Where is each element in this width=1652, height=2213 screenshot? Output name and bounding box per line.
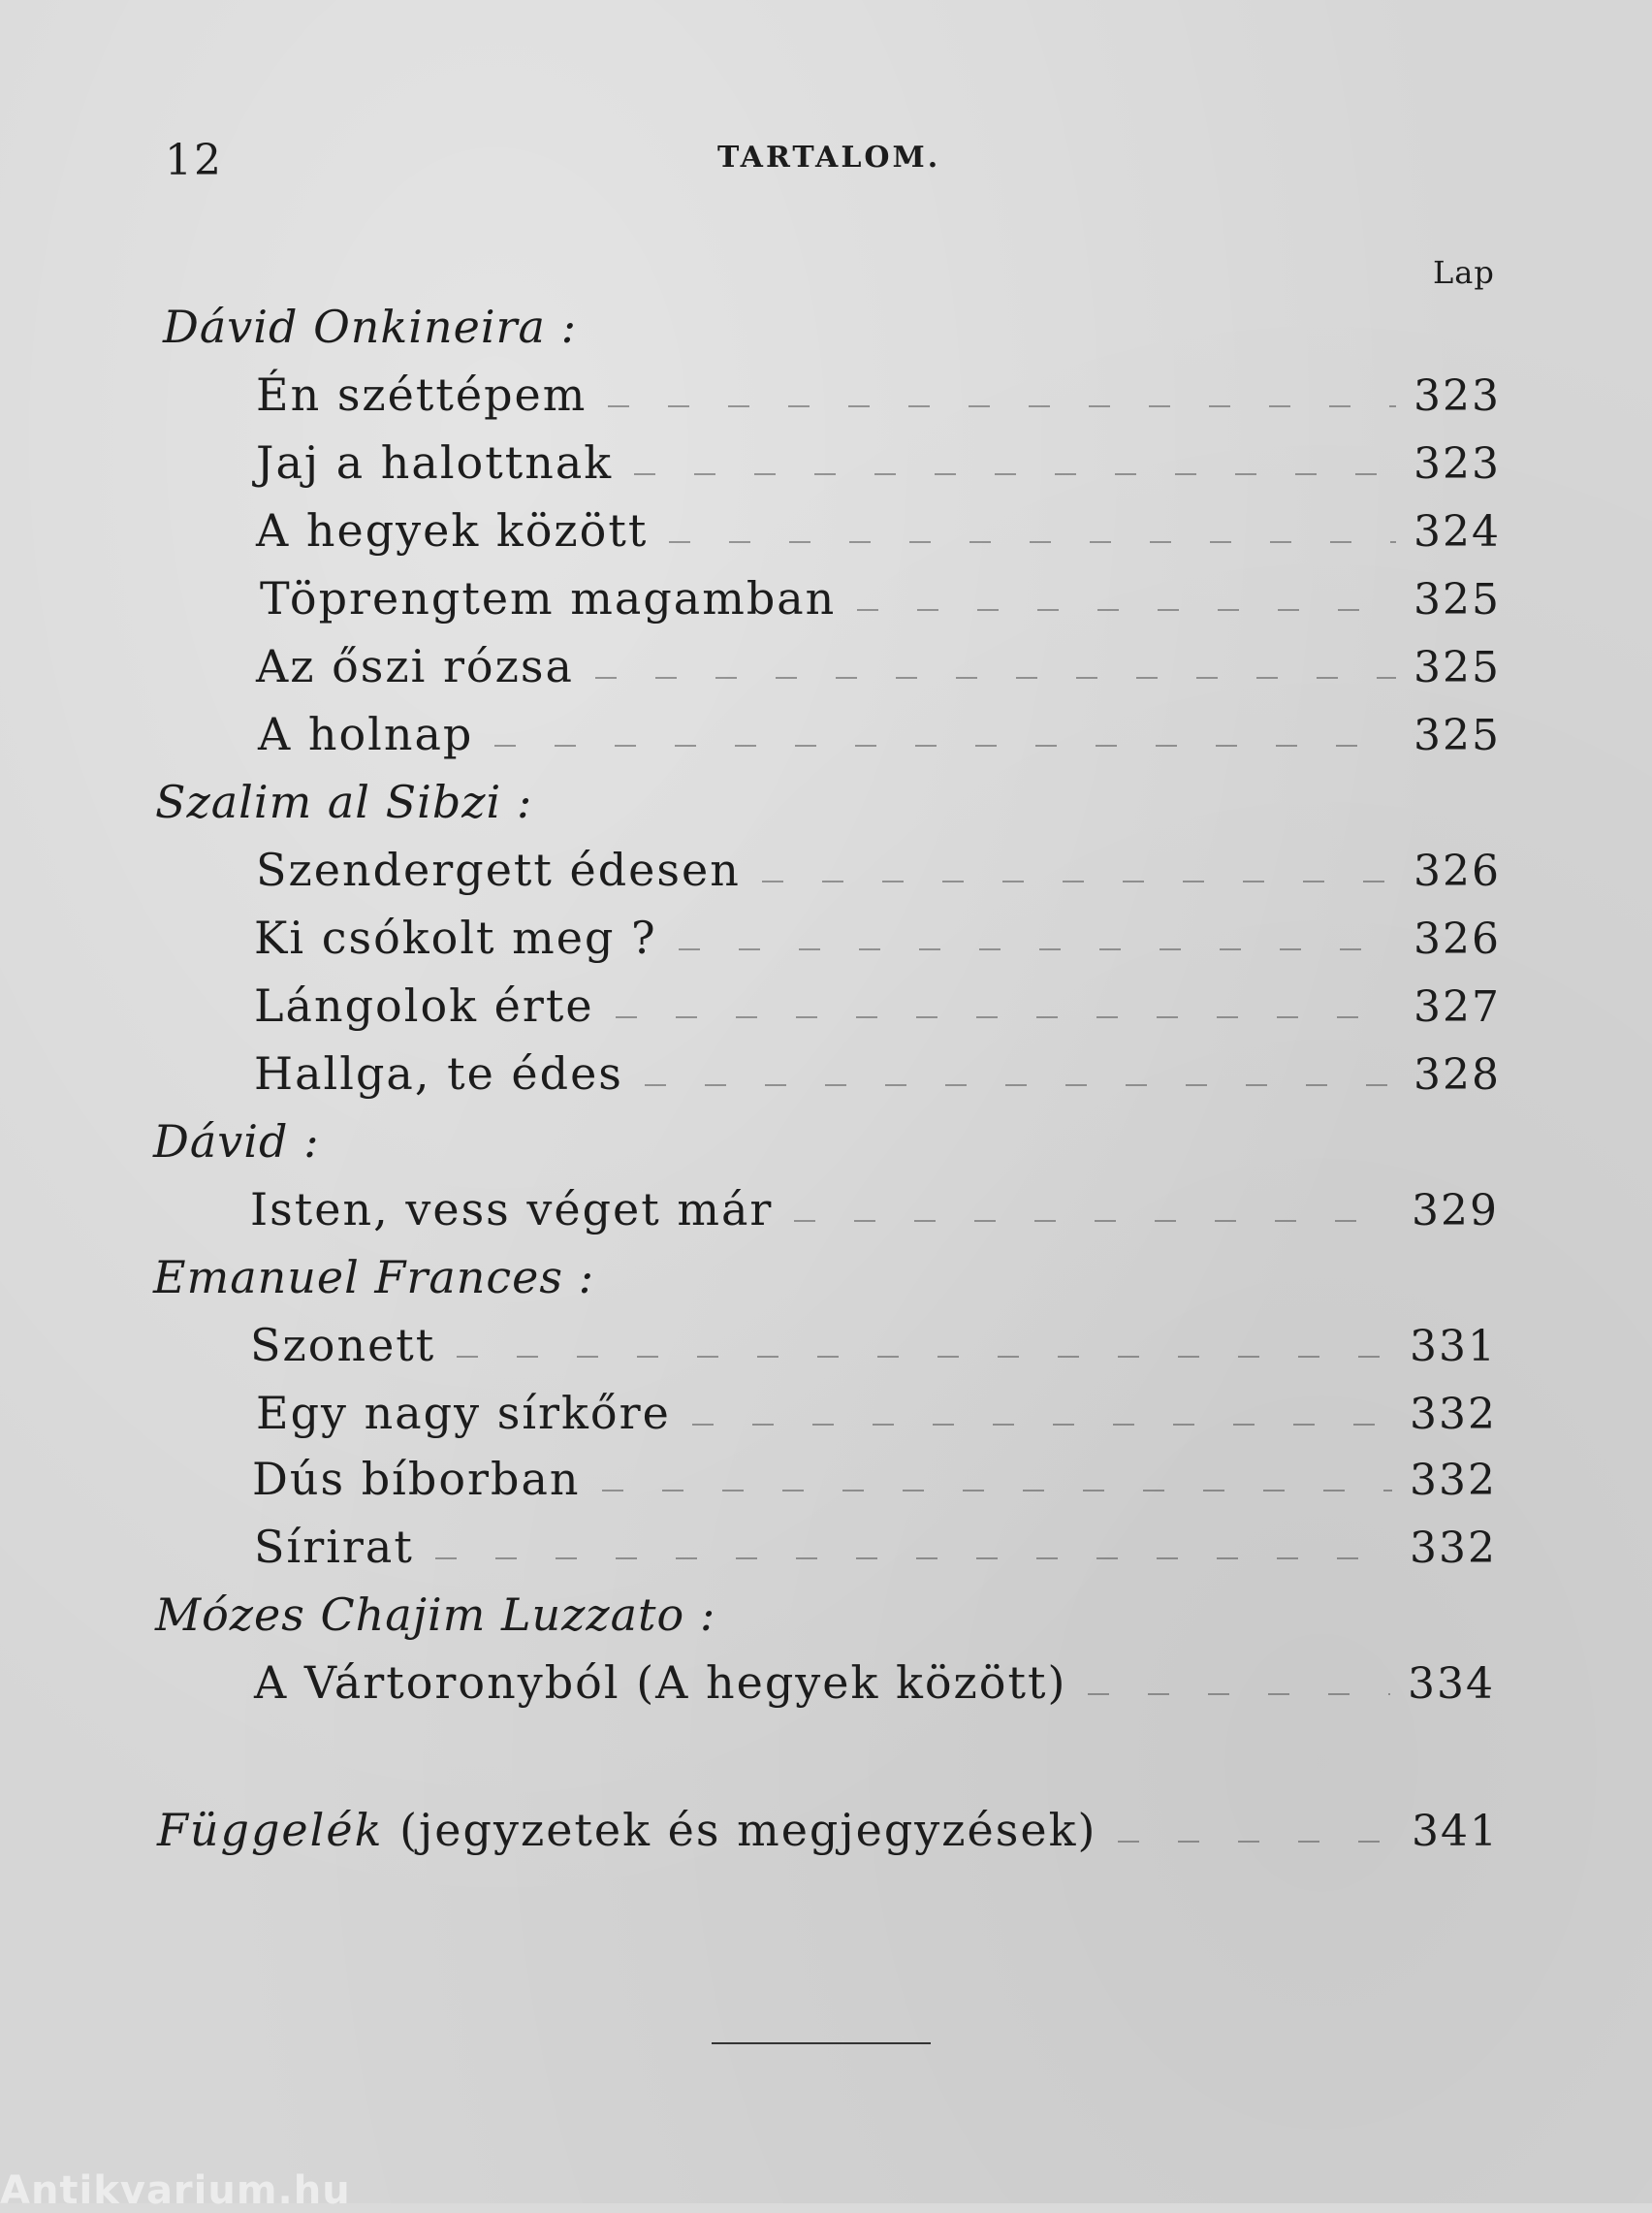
entry-page: 325: [1414, 575, 1501, 625]
entry-page: 325: [1414, 711, 1501, 760]
entry-title: Jaj a halottnak: [256, 436, 614, 489]
dot-leader: [794, 1220, 1394, 1222]
entry-page: 323: [1414, 439, 1501, 489]
entry-page: 332: [1410, 1456, 1497, 1505]
appendix-page: 341: [1412, 1807, 1499, 1856]
running-head: TARTALOM.: [717, 141, 941, 175]
author-heading: Szalim al Sibzi :: [155, 776, 533, 828]
dot-leader: [645, 1084, 1396, 1086]
toc-entry: [254, 1513, 1497, 1573]
entry-page: 328: [1414, 1050, 1501, 1100]
appendix-title-italic: Függelék: [157, 1804, 384, 1856]
dot-leader: [435, 1557, 1392, 1559]
toc-entry: [256, 361, 1501, 421]
dot-leader: [669, 541, 1396, 543]
dot-leader: [762, 881, 1396, 882]
toc-entry: [256, 632, 1501, 692]
dot-leader: [595, 677, 1396, 679]
toc-entry: [256, 1379, 1497, 1439]
dot-leader: [1088, 1693, 1390, 1695]
entry-title: Szendergett édesen: [256, 844, 741, 896]
author-heading: Dávid :: [153, 1115, 320, 1168]
end-rule: [712, 2042, 931, 2044]
author-heading: Emanuel Frances :: [153, 1251, 595, 1303]
toc-entry: [250, 1175, 1499, 1235]
entry-title: Hallga, te édes: [254, 1047, 623, 1100]
author-heading: Mózes Chajim Luzzato :: [155, 1588, 716, 1641]
entry-page: 324: [1414, 507, 1501, 557]
entry-page: 334: [1408, 1659, 1495, 1709]
dot-leader: [457, 1356, 1392, 1358]
toc-entry: [258, 700, 1501, 760]
entry-title: Ki csókolt meg ?: [254, 912, 657, 964]
toc-entry: [254, 1040, 1501, 1100]
entry-title: Lángolok érte: [254, 979, 594, 1032]
entry-title: Egy nagy sírkőre: [256, 1387, 671, 1439]
toc-entry: [254, 972, 1501, 1032]
entry-title: Töprengtem magamban: [260, 572, 837, 625]
toc-entry: [260, 564, 1501, 625]
entry-title: Szonett: [250, 1319, 436, 1371]
dot-leader: [857, 609, 1396, 611]
dot-leader: [616, 1016, 1396, 1018]
entry-title: Isten, vess véget már: [250, 1183, 774, 1235]
entry-title: A Vártoronyból (A hegyek között): [254, 1656, 1067, 1709]
dot-leader: [608, 405, 1396, 407]
toc-appendix-entry: [157, 1794, 1499, 1856]
toc-entry: [254, 1649, 1495, 1709]
entry-page: 326: [1414, 847, 1501, 896]
entry-page: 327: [1414, 982, 1501, 1032]
toc-entry: [256, 429, 1501, 489]
entry-title: Sírirat: [254, 1521, 414, 1573]
entry-page: 332: [1410, 1390, 1497, 1439]
entry-title: Dús bíborban: [252, 1453, 581, 1505]
dot-leader: [494, 745, 1396, 747]
entry-page: 323: [1414, 371, 1501, 421]
entry-title: Az őszi rózsa: [256, 640, 574, 692]
toc-entry: [252, 1445, 1497, 1505]
appendix-title: [157, 1804, 1096, 1856]
dot-leader: [1118, 1841, 1394, 1843]
toc-entry: [256, 497, 1501, 557]
toc-entry: [250, 1311, 1497, 1371]
entry-page: 331: [1410, 1322, 1497, 1371]
dot-leader: [602, 1490, 1392, 1491]
entry-page: 326: [1414, 914, 1501, 964]
entry-page: 329: [1412, 1186, 1499, 1235]
appendix-title-rest: (jegyzetek és megjegyzések): [383, 1804, 1097, 1856]
dot-leader: [679, 948, 1396, 950]
entry-title: Én széttépem: [256, 369, 588, 421]
dot-leader: [634, 473, 1396, 475]
entry-page: 332: [1410, 1523, 1497, 1573]
watermark: Antikvarium.hu: [0, 2168, 351, 2213]
toc-entry: [254, 904, 1501, 964]
page-number: 12: [165, 136, 223, 185]
dot-leader: [692, 1424, 1392, 1426]
toc-entry: [256, 836, 1501, 896]
entry-title: A hegyek között: [256, 504, 649, 557]
page-column-label: Lap: [1433, 254, 1495, 291]
entry-title: A holnap: [258, 708, 474, 760]
entry-page: 325: [1414, 643, 1501, 692]
author-heading: Dávid Onkineira :: [163, 301, 578, 353]
